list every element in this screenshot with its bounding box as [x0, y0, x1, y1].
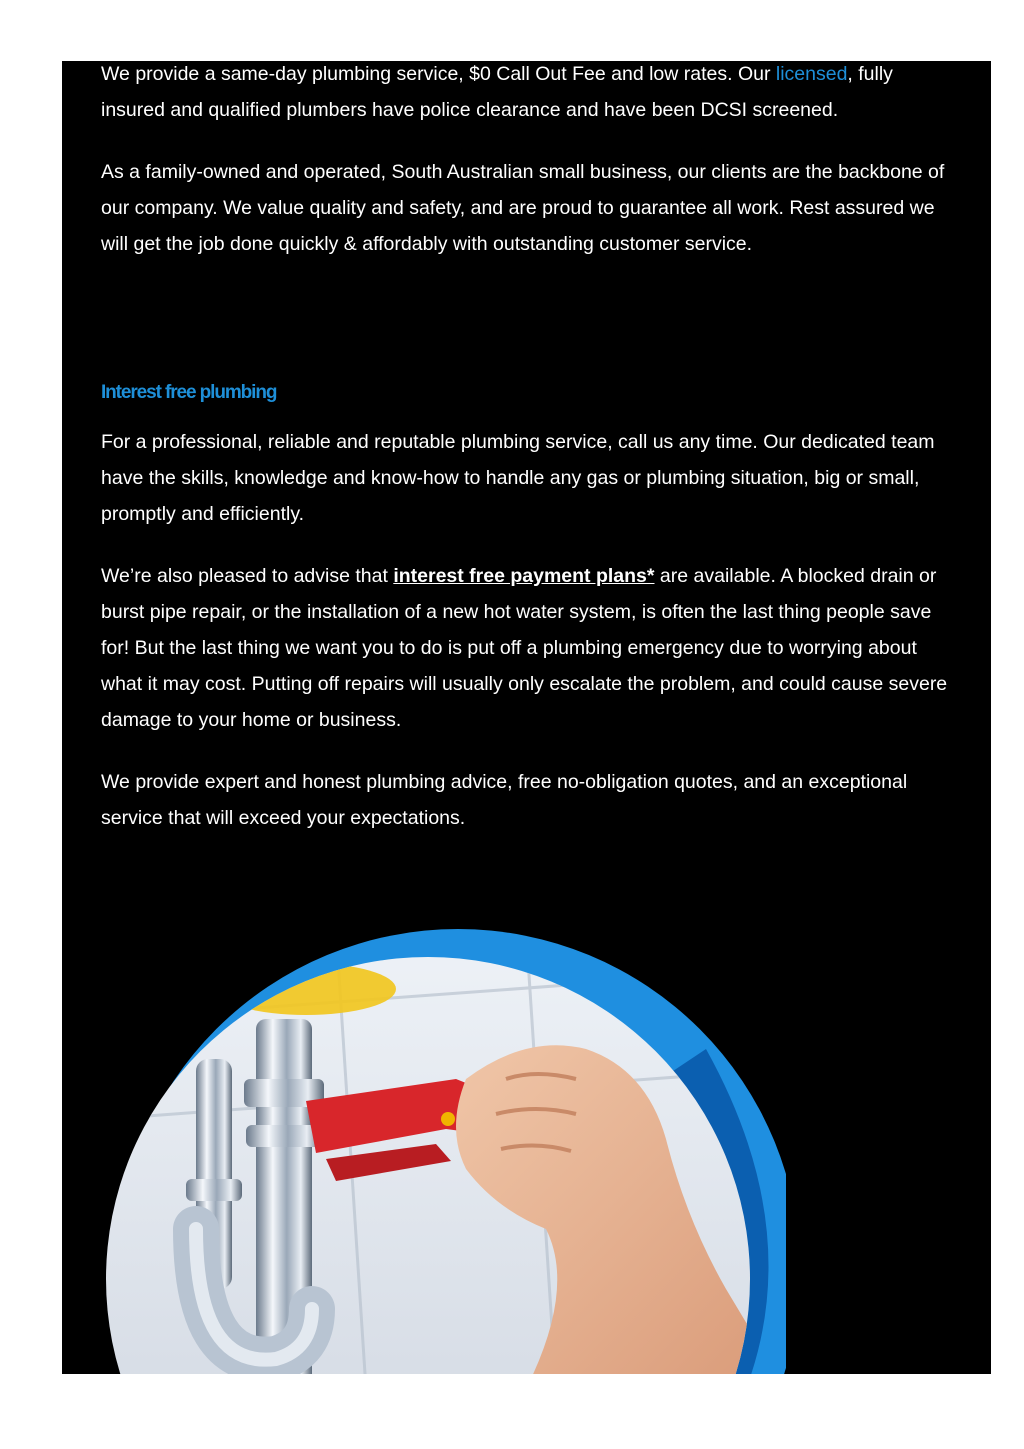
content-panel — [62, 61, 991, 1374]
plumber-wrench-pipe-photo — [106, 929, 786, 1374]
section-heading: Interest free plumbing — [101, 382, 277, 403]
payment-text-a: We’re also pleased to advise that — [101, 565, 394, 587]
intro-text-b: , fully insured and qualified plumbers have police clearance and have been DCSI screened. — [101, 63, 893, 121]
payment-plans-link[interactable]: interest free payment plans* — [393, 565, 655, 587]
intro-text-a: We provide a same-day plumbing service, $0 Call Out Fee and low rates. Our — [101, 63, 776, 85]
article-body — [101, 61, 961, 836]
about-paragraph: As a family-owned and operated, South Australian small business, our clients are the backbone of our company. We value quality and safety, and are proud to guarantee all work. Rest assured we will get the job done quickly & affordably with outstanding customer service. — [101, 161, 945, 255]
service-paragraph: For a professional, reliable and reputable plumbing service, call us any time. Our dedicated team have the skills, knowledge and know-how to handle any gas or plumbing situation, big or small, promptly and efficiently. — [101, 431, 935, 525]
payment-text-b: are available. A blocked drain or burst pipe repair, or the installation of a new hot water system, is often the last thing people save for! But the last thing we want you to do is put off a plumbing emergency due to worrying about what it may cost. Putting off repairs will usually only escalate the problem, and could cause severe damage to your home or business. — [101, 565, 948, 731]
advice-paragraph: We provide expert and honest plumbing advice, free no-obligation quotes, and an exceptional service that will exceed your expectations. — [101, 771, 908, 829]
payment-paragraph — [101, 558, 961, 738]
intro-paragraph — [101, 61, 961, 128]
licensed-link[interactable]: licensed — [775, 63, 848, 85]
